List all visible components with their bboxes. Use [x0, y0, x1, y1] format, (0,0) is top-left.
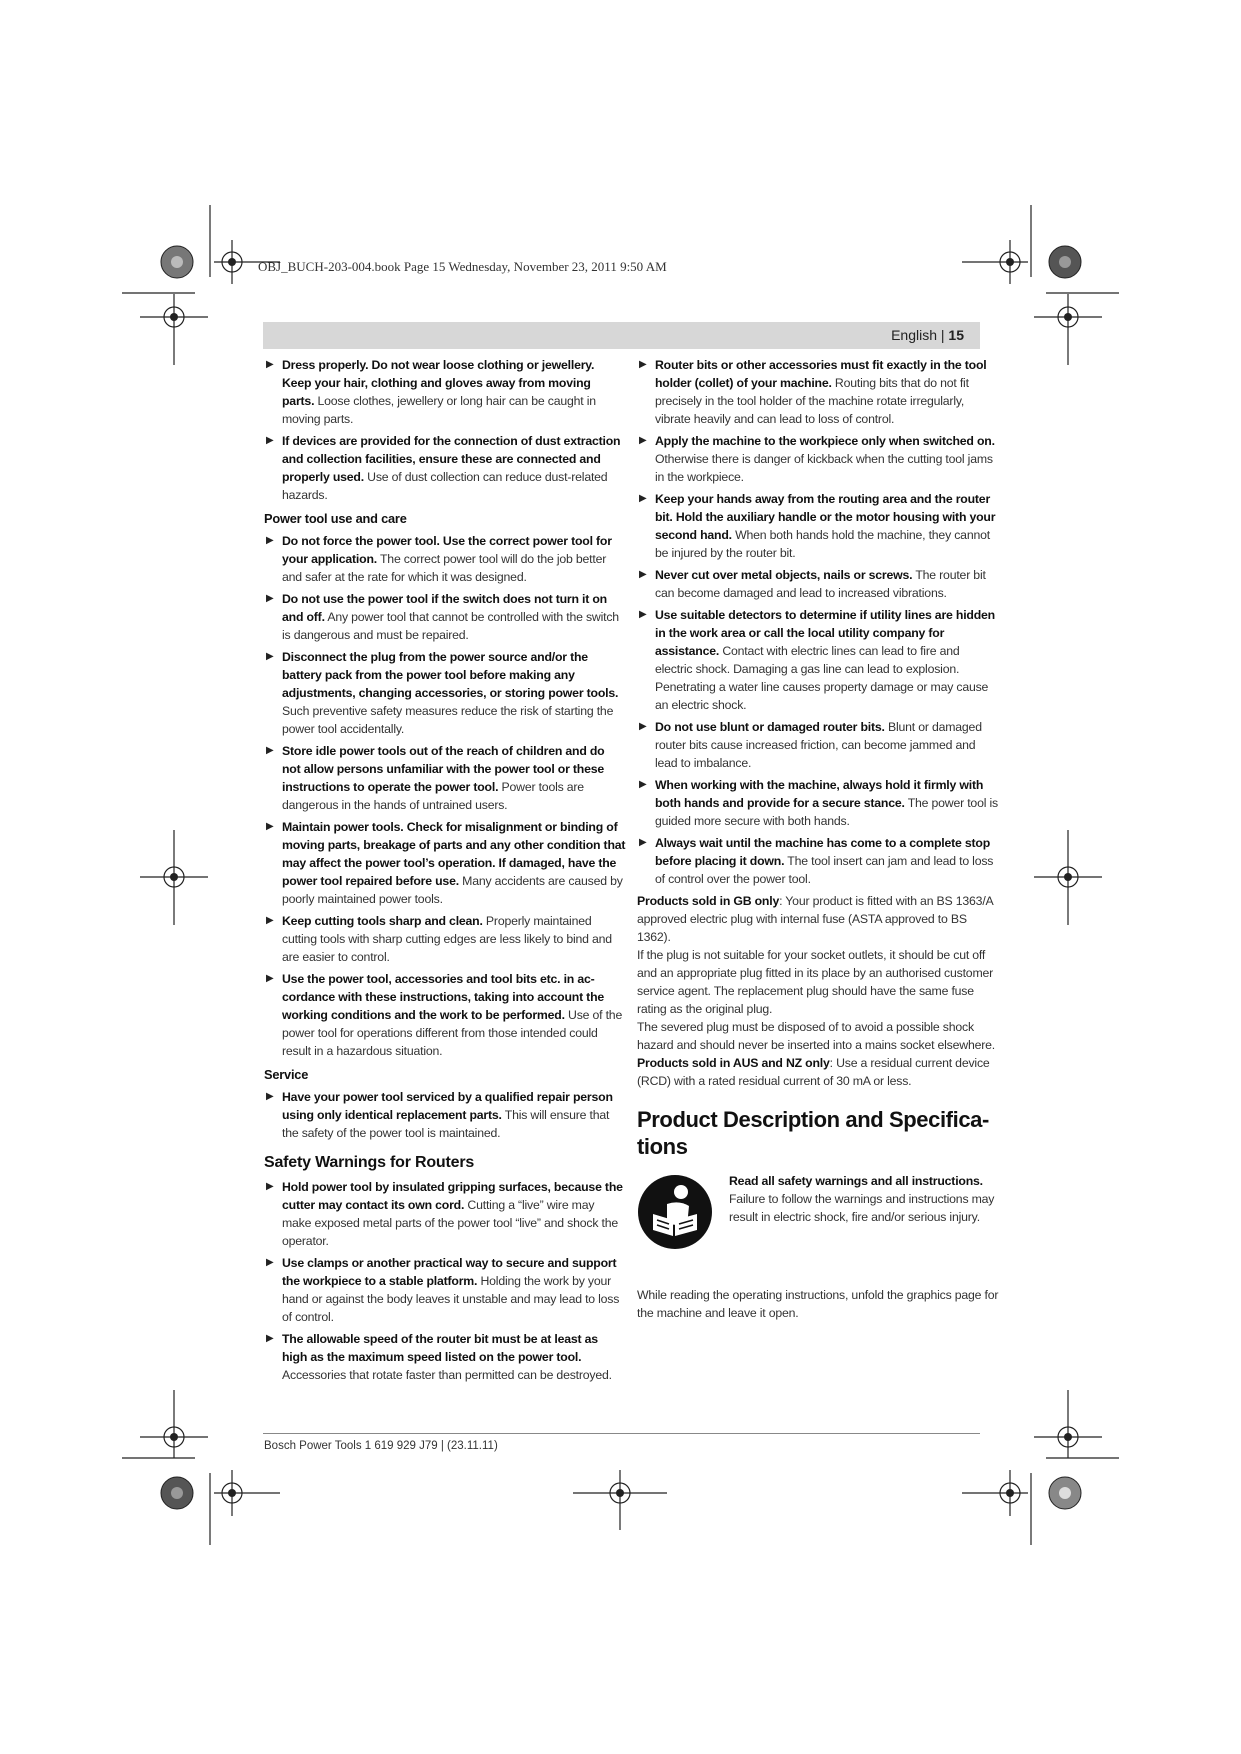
header-separator: |	[940, 327, 945, 343]
bullet-lead: Have your power tool serviced by a qualified repair person using only identical replacement parts.	[282, 1090, 613, 1122]
bullet-text: Use of the power tool for operations different from those intended could result in a hazardous situation.	[282, 1008, 623, 1058]
bullet-arrow-icon: ▶	[266, 1257, 274, 1268]
notice-body: Failure to follow the warnings and instructions may result in electric shock, fire and/or serious injury.	[729, 1192, 995, 1224]
gb-label: Products sold in GB only	[637, 894, 780, 908]
safety-bullet	[264, 532, 626, 586]
bullet-text: Power tools are dangerous in the hands of untrained users.	[282, 780, 584, 812]
bullet-lead: Keep cutting tools sharp and clean.	[282, 914, 483, 928]
section-heading-routers: Safety Warnings for Routers	[264, 1154, 475, 1171]
bullet-arrow-icon: ▶	[266, 535, 274, 546]
bullet-text: Holding the work by your hand or against the body leaves it unstable and may lead to loss of control.	[282, 1274, 620, 1324]
bullet-lead: If devices are provided for the connection of dust extraction and collection facilities, ensure these are connected and properly used.	[282, 434, 621, 484]
bullet-text: Any power tool that cannot be controlled with the switch is dangerous and must be repaired.	[282, 610, 619, 642]
header-language: English	[891, 327, 937, 343]
safety-bullet	[264, 1178, 626, 1250]
right-column	[637, 356, 999, 1326]
bullet-arrow-icon: ▶	[266, 1091, 274, 1102]
bullet-arrow-icon: ▶	[639, 435, 647, 446]
severed-plug-note: The severed plug must be disposed of to avoid a possible shock hazard and should never be inserted into a mains socket elsewhere.	[637, 1020, 995, 1052]
safety-bullet	[637, 606, 999, 714]
bullet-text: Many accidents are caused by poorly maintained power tools.	[282, 874, 623, 906]
safety-bullet	[637, 566, 999, 602]
bullet-lead: Always wait until the machine has come to a complete stop before placing it down.	[655, 836, 991, 868]
bullet-lead: When working with the machine, always hold it firmly with both hands and provide for a secure stance.	[655, 778, 984, 810]
safety-bullet	[264, 970, 626, 1060]
aus-label: Products sold in AUS and NZ only	[637, 1056, 830, 1070]
bullet-text: Routing bits that do not fit precisely in the tool holder of the machine rotate irregularly, vibrate heavily and can lead to loss of control.	[655, 376, 969, 426]
bullet-arrow-icon: ▶	[266, 745, 274, 756]
bullet-text: Properly maintained cutting tools with sharp cutting edges are less likely to bind and are easier to control.	[282, 914, 612, 964]
safety-bullet	[264, 590, 626, 644]
bullet-lead: Hold power tool by insulated gripping surfaces, because the cutter may contact its own cord.	[282, 1180, 623, 1212]
bullet-arrow-icon: ▶	[266, 821, 274, 832]
bullet-text: Use of dust collection can reduce dust-related hazards.	[282, 470, 608, 502]
bullet-text: This will ensure that the safety of the power tool is maintained.	[282, 1108, 610, 1140]
notice-text	[729, 1172, 995, 1226]
bullet-lead: Do not force the power tool. Use the correct power tool for your application.	[282, 534, 612, 566]
safety-bullet	[264, 742, 626, 814]
notice-lead: Read all safety warnings and all instructions.	[729, 1174, 983, 1188]
bullet-text: Such preventive safety measures reduce the risk of starting the power tool accidentally.	[282, 704, 614, 736]
bullet-text: The correct power tool will do the job better and safer at the rate for which it was designed.	[282, 552, 607, 584]
bullet-text: The power tool is guided more secure with both hands.	[655, 796, 998, 828]
bullet-arrow-icon: ▶	[266, 915, 274, 926]
bullet-lead: Dress properly. Do not wear loose clothing or jewellery. Keep your hair, clothing and gloves away from moving parts.	[282, 358, 595, 408]
left-column	[264, 356, 626, 1388]
bullet-arrow-icon: ▶	[266, 1181, 274, 1192]
bullet-lead: Router bits or other accessories must fit exactly in the tool holder (collet) of your machine.	[655, 358, 987, 390]
read-manual-icon	[637, 1174, 713, 1250]
bullet-arrow-icon: ▶	[639, 721, 647, 732]
graphics-page-note: While reading the operating instructions, unfold the graphics page for the machine and leave it open.	[637, 1288, 999, 1320]
gb-products-note	[637, 892, 999, 946]
bullet-text: Cutting a “live” wire may make exposed metal parts of the power tool “live” and shock the operator.	[282, 1198, 618, 1248]
bullet-lead: Never cut over metal objects, nails or screws.	[655, 568, 913, 582]
bullet-text: When both hands hold the machine, they cannot be injured by the router bit.	[655, 528, 990, 560]
bullet-lead: Disconnect the plug from the power source and/or the battery pack from the power tool before making any adjustments, changing accessories, or storing power tools.	[282, 650, 619, 700]
section-heading-service: Service	[264, 1067, 309, 1082]
bullet-lead: Use clamps or another practical way to secure and support the workpiece to a stable platform.	[282, 1256, 617, 1288]
safety-bullet	[637, 432, 999, 486]
safety-bullet	[264, 1330, 626, 1384]
safety-bullet	[637, 718, 999, 772]
safety-bullet	[264, 1254, 626, 1326]
bullet-text: Loose clothes, jewellery or long hair can be caught in moving parts.	[282, 394, 596, 426]
gb-text: : Your product is fitted with an BS 1363/A approved electric plug with internal fuse (ASTA approved to BS 1362).	[637, 894, 993, 944]
safety-bullet	[637, 356, 999, 428]
bullet-text: The tool insert can jam and lead to loss of control over the power tool.	[655, 854, 994, 886]
safety-bullet	[637, 776, 999, 830]
bullet-text: Otherwise there is danger of kickback when the cutting tool jams in the workpiece.	[655, 452, 993, 484]
bullet-arrow-icon: ▶	[639, 779, 647, 790]
safety-bullet	[637, 834, 999, 888]
bullet-arrow-icon: ▶	[639, 359, 647, 370]
bullet-arrow-icon: ▶	[639, 493, 647, 504]
bullet-text: Accessories that rotate faster than permitted can be destroyed.	[282, 1368, 612, 1382]
bullet-arrow-icon: ▶	[639, 569, 647, 580]
bullet-lead: Use the power tool, accessories and tool bits etc. in accordance with these instructions, taking into account the working conditions and the work to be performed.	[282, 972, 605, 1022]
bullet-arrow-icon: ▶	[266, 651, 274, 662]
product-description-heading: Product Description and Specifications	[637, 1107, 990, 1159]
read-instructions-notice	[637, 1172, 999, 1276]
footer-text: Bosch Power Tools 1 619 929 J79 | (23.11.11)	[264, 1440, 498, 1452]
bullet-lead: Apply the machine to the workpiece only when switched on.	[655, 434, 995, 448]
bullet-arrow-icon: ▶	[266, 593, 274, 604]
bullet-lead: Do not use blunt or damaged router bits.	[655, 720, 885, 734]
page-number: 15	[948, 327, 964, 343]
bullet-arrow-icon: ▶	[266, 1333, 274, 1344]
bullet-arrow-icon: ▶	[266, 973, 274, 984]
safety-bullet	[264, 648, 626, 738]
file-info: OBJ_BUCH-203-004.book Page 15 Wednesday, November 23, 2011 9:50 AM	[258, 259, 667, 274]
bullet-lead: Use suitable detectors to determine if utility lines are hidden in the work area or call the local utility company for assistance.	[655, 608, 995, 658]
bullet-arrow-icon: ▶	[266, 359, 274, 370]
safety-bullet	[264, 356, 626, 428]
safety-bullet	[264, 912, 626, 966]
safety-bullet	[264, 1088, 626, 1142]
bullet-text: The router bit can become damaged and lead to increased vibrations.	[655, 568, 986, 600]
bullet-lead: Maintain power tools. Check for misalignment or binding of moving parts, breakage of parts and any other condition that may affect the power tool’s operation. If damaged, have the power tool repaired before use.	[282, 820, 626, 888]
bullet-arrow-icon: ▶	[639, 837, 647, 848]
plug-note: If the plug is not suitable for your socket outlets, it should be cut off and an appropriate plug fitted in its place by an authorised customer service agent. The replacement plug should have the same fuse rating as the original plug.	[637, 948, 994, 1016]
section-heading-power-tool-use: Power tool use and care	[264, 511, 407, 526]
page-header	[263, 322, 980, 349]
safety-bullet	[264, 818, 626, 908]
bullet-lead: The allowable speed of the router bit must be at least as high as the maximum speed listed on the power tool.	[282, 1332, 598, 1364]
bullet-lead: Keep your hands away from the routing area and the router bit. Hold the auxiliary handle or the motor housing with your second hand.	[655, 492, 996, 542]
bullet-lead: Store idle power tools out of the reach of children and do not allow persons unfamiliar with the power tool or these instructions to operate the power tool.	[282, 744, 605, 794]
bullet-text: Blunt or damaged router bits cause increased friction, can become jammed and lead to imbalance.	[655, 720, 982, 770]
aus-text: : Use a residual current device (RCD) with a rated residual current of 30 mA or less.	[637, 1056, 990, 1088]
header-text	[891, 327, 964, 343]
bullet-text: Contact with electric lines can lead to fire and electric shock. Damaging a gas line can lead to explosion. Penetrating a water line causes property damage or may cause an electric shock.	[655, 644, 989, 712]
bullet-arrow-icon: ▶	[266, 435, 274, 446]
aus-products-note	[637, 1054, 999, 1090]
bullet-lead: Do not use the power tool if the switch does not turn it on and off.	[282, 592, 607, 624]
bullet-arrow-icon: ▶	[639, 609, 647, 620]
footer-divider	[263, 1433, 980, 1434]
safety-bullet	[637, 490, 999, 562]
safety-bullet	[264, 432, 626, 504]
